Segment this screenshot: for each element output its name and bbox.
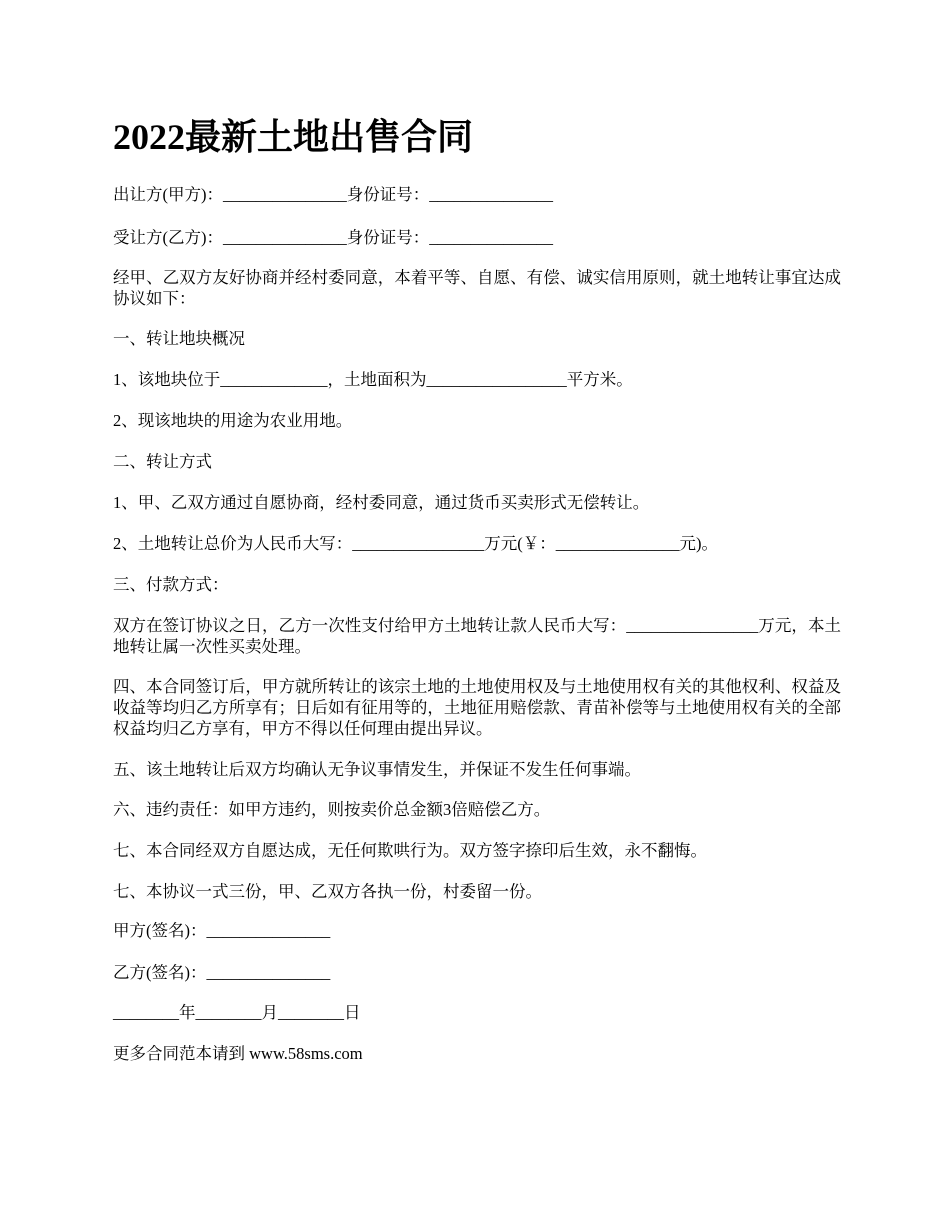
party-a-line: 出让方(甲方)：_______________身份证号：_______________ — [113, 185, 553, 204]
section4-paragraph: 四、本合同签订后，甲方就所转让的该宗土地的土地使用权及与土地使用权有关的其他权利、权益及收益等均归乙方所享有；日后如有征用等的，土地征用赔偿款、青苗补偿等与土地使用权有关的全部权益均归乙方享有，甲方不得以任何理由提出异议。 — [113, 677, 841, 738]
section2-item1: 1、甲、乙双方通过自愿协商，经村委同意，通过货币买卖形式无偿转让。 — [113, 493, 650, 512]
intro-paragraph: 经甲、乙双方友好协商并经村委同意，本着平等、自愿、有偿、诚实信用原则，就土地转让事宜达成协议如下： — [113, 268, 841, 308]
section3-body: 双方在签订协议之日，乙方一次性支付给甲方土地转让款人民币大写：________________万元，本土地转让属一次性买卖处理。 — [113, 616, 841, 656]
section1-item1: 1、该地块位于_____________，土地面积为_________________平方米。 — [113, 370, 633, 389]
section7b-paragraph: 七、本协议一式三份，甲、乙双方各执一份，村委留一份。 — [113, 882, 542, 901]
section5-paragraph: 五、该土地转让后双方均确认无争议事情发生，并保证不发生任何事端。 — [113, 760, 641, 779]
party-b-line: 受让方(乙方)：_______________身份证号：_______________ — [113, 228, 553, 247]
section3-heading: 三、付款方式： — [113, 575, 229, 594]
document-title: 2022最新土地出售合同 — [113, 117, 474, 157]
signature-party-b: 乙方(签名)：_______________ — [113, 963, 331, 982]
section2-heading: 二、转让方式 — [113, 452, 212, 471]
section2-item2: 2、土地转让总价为人民币大写：________________万元(￥：_______________元)。 — [113, 534, 718, 553]
footer-note: 更多合同范本请到 www.58sms.com — [113, 1044, 363, 1063]
section7a-paragraph: 七、本合同经双方自愿达成，无任何欺哄行为。双方签字捺印后生效，永不翻悔。 — [113, 841, 707, 860]
section1-heading: 一、转让地块概况 — [113, 329, 245, 348]
section6-paragraph: 六、违约责任：如甲方违约，则按卖价总金额3倍赔偿乙方。 — [113, 800, 551, 819]
date-line: ________年________月________日 — [113, 1003, 361, 1022]
signature-party-a: 甲方(签名)：_______________ — [113, 921, 331, 940]
section1-item2: 2、现该地块的用途为农业用地。 — [113, 411, 353, 430]
